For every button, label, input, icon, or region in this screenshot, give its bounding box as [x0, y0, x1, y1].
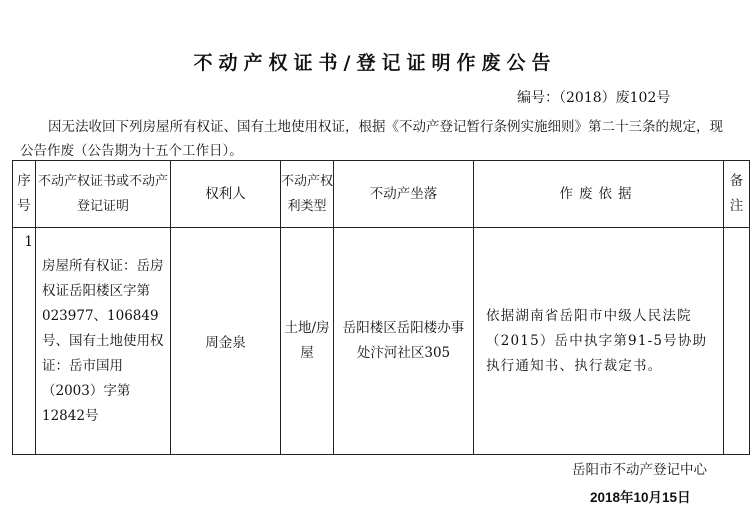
cell-certificate: 房屋所有权证：岳房权证岳阳楼区字第023977、106849号、国有土地使用权证：岳市国用（2003）字第12842号: [36, 228, 171, 455]
header-remarks: 备注: [724, 161, 750, 228]
voided-certificates-table: [12, 160, 750, 455]
table-header-row: [13, 161, 750, 228]
document-number-label: 编号：: [517, 90, 559, 106]
document-number-value: （2018）废102号: [559, 90, 671, 106]
cell-remarks: [724, 228, 750, 455]
header-certificate: 不动产权证书或不动产登记证明: [36, 161, 171, 228]
cell-owner: 周金泉: [171, 228, 281, 455]
issue-date: 2018年10月15日: [590, 490, 691, 505]
document-number: [517, 87, 670, 107]
header-owner: 权利人: [171, 161, 281, 228]
header-seq: 序号: [13, 161, 36, 228]
cell-basis: 依据湖南省岳阳市中级人民法院（2015）岳中执字第91-5号协助执行通知书、执行裁定书。: [474, 228, 724, 455]
intro-paragraph: [20, 115, 735, 163]
table-row: [13, 228, 750, 455]
intro-text: 因无法收回下列房屋所有权证、国有土地使用权证，根据《不动产登记暂行条例实施细则》第二十三条的规定，现公告作废（公告期为十五个工作日）。: [20, 119, 723, 159]
issuer-name: 岳阳市不动产登记中心: [572, 462, 707, 478]
cell-right-type: 土地/房屋: [281, 228, 334, 455]
header-right-type: 不动产权利类型: [281, 161, 334, 228]
cell-location: 岳阳楼区岳阳楼办事处汴河社区305: [334, 228, 474, 455]
header-location: 不动产坐落: [334, 161, 474, 228]
cell-seq: 1: [13, 228, 36, 455]
notice-title: 不动产权证书/登记证明作废公告: [193, 52, 557, 74]
header-basis: 作废依据: [474, 161, 724, 228]
